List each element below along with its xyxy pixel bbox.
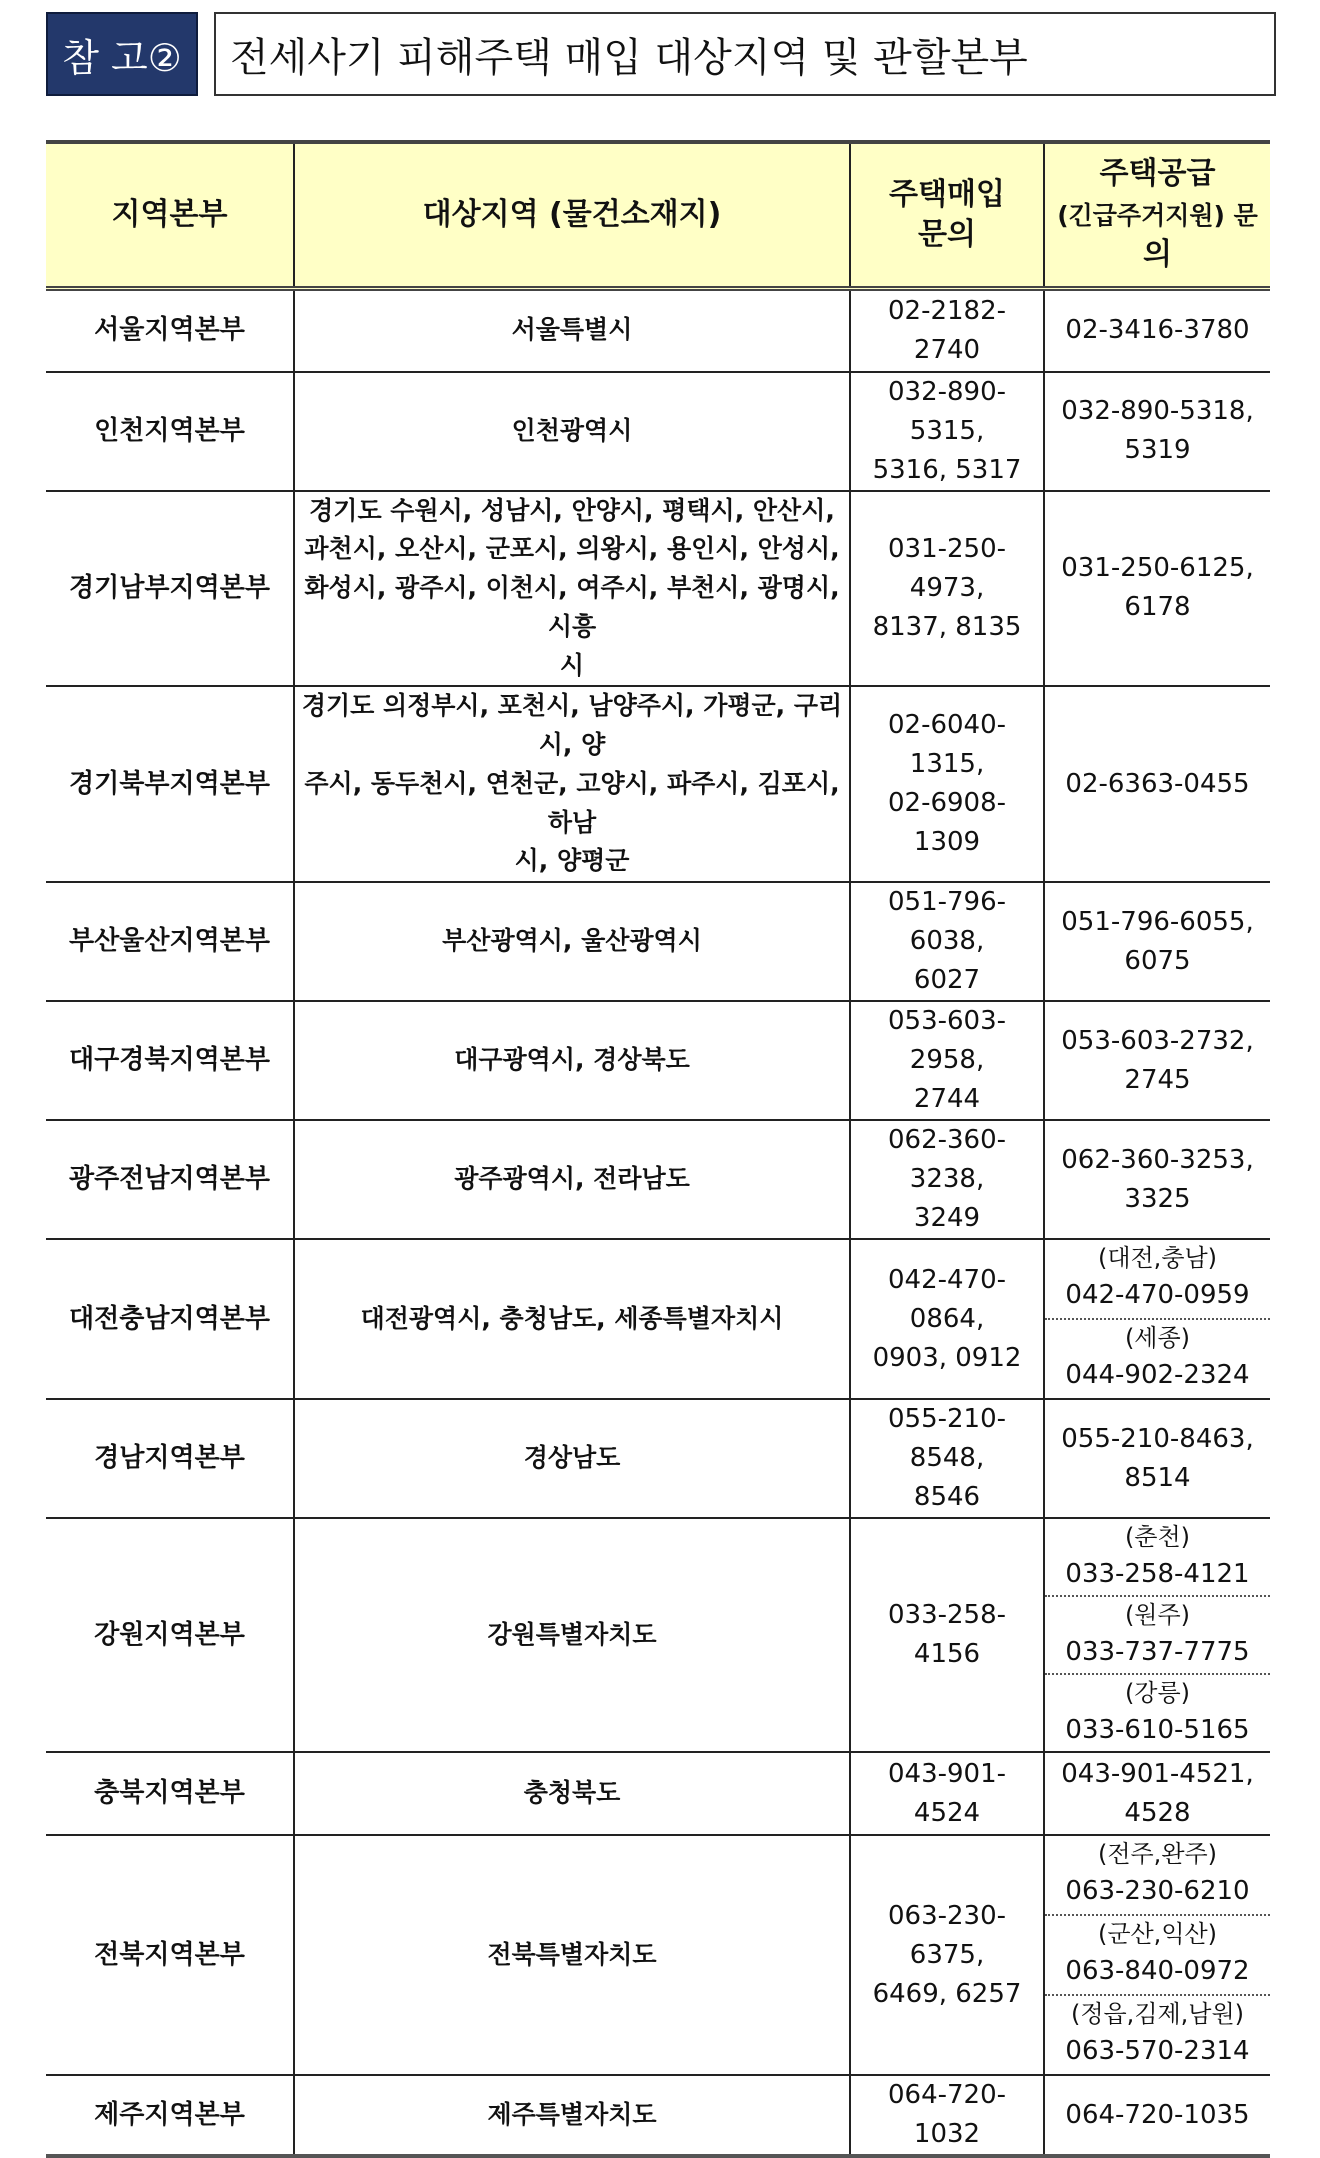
supply-phone-cell: 032-890-5318, 5319: [1044, 372, 1270, 491]
table-row: [46, 1835, 1270, 2075]
table-row: [46, 372, 1270, 491]
region-cell: 강원지역본부: [46, 1518, 294, 1752]
area-cell: 인천광역시: [294, 372, 850, 491]
purchase-phone-cell: 062-360-3238, 3249: [850, 1120, 1044, 1239]
supply-sub-entry: (춘천) 033-258-4121: [1065, 1523, 1250, 1589]
purchase-phone-cell: 053-603-2958, 2744: [850, 1001, 1044, 1120]
header-supply: 주택공급 (긴급주거지원) 문 의: [1044, 142, 1270, 289]
supply-phone-cell: [1044, 1518, 1270, 1752]
table-header-row: [46, 142, 1270, 289]
supply-sub-entry: (정읍,김제,남원) 063-570-2314: [1045, 1994, 1270, 2074]
region-cell: 대전충남지역본부: [46, 1239, 294, 1399]
supply-phone-cell: 051-796-6055, 6075: [1044, 882, 1270, 1001]
area-cell: 부산광역시, 울산광역시: [294, 882, 850, 1001]
table-row: [46, 1518, 1270, 1752]
supply-phone-cell: 055-210-8463, 8514: [1044, 1399, 1270, 1518]
area-cell: 제주특별자치도: [294, 2075, 850, 2156]
region-cell: 대구경북지역본부: [46, 1001, 294, 1120]
region-cell: 인천지역본부: [46, 372, 294, 491]
reference-header: [46, 12, 1276, 96]
area-cell: 경기도 의정부시, 포천시, 남양주시, 가평군, 구리시, 양 주시, 동두천시, 연천군, 고양시, 파주시, 김포시, 하남 시, 양평군: [294, 686, 850, 882]
area-cell: 광주광역시, 전라남도: [294, 1120, 850, 1239]
area-cell: 강원특별자치도: [294, 1518, 850, 1752]
region-cell: 부산울산지역본부: [46, 882, 294, 1001]
supply-phone-cell: 02-3416-3780: [1044, 289, 1270, 372]
supply-phone-cell: [1044, 1835, 1270, 2075]
table-row: [46, 1120, 1270, 1239]
supply-phone-cell: 02-6363-0455: [1044, 686, 1270, 882]
area-cell: 대구광역시, 경상북도: [294, 1001, 850, 1120]
supply-phone-cell: 031-250-6125, 6178: [1044, 491, 1270, 687]
table-row: [46, 289, 1270, 372]
purchase-phone-cell: 033-258-4156: [850, 1518, 1044, 1752]
supply-sub-entry: (대전,충남) 042-470-0959: [1065, 1244, 1250, 1310]
area-cell: 경상남도: [294, 1399, 850, 1518]
purchase-phone-cell: 064-720-1032: [850, 2075, 1044, 2156]
supply-sub-entry: (전주,완주) 063-230-6210: [1065, 1840, 1250, 1906]
region-cell: 경기북부지역본부: [46, 686, 294, 882]
table-row: [46, 882, 1270, 1001]
purchase-phone-cell: 063-230-6375, 6469, 6257: [850, 1835, 1044, 2075]
page-title: 전세사기 피해주택 매입 대상지역 및 관할본부: [214, 12, 1276, 96]
region-cell: 서울지역본부: [46, 289, 294, 372]
purchase-phone-cell: 032-890-5315, 5316, 5317: [850, 372, 1044, 491]
supply-phone-cell: 064-720-1035: [1044, 2075, 1270, 2156]
table-row: [46, 2075, 1270, 2156]
supply-sub-entry: (강릉) 033-610-5165: [1045, 1673, 1270, 1751]
purchase-phone-cell: 031-250-4973, 8137, 8135: [850, 491, 1044, 687]
region-cell: 광주전남지역본부: [46, 1120, 294, 1239]
purchase-phone-cell: 02-2182-2740: [850, 289, 1044, 372]
supply-phone-cell: 062-360-3253, 3325: [1044, 1120, 1270, 1239]
table-row: [46, 1239, 1270, 1399]
table-row: [46, 686, 1270, 882]
purchase-phone-cell: 02-6040-1315, 02-6908-1309: [850, 686, 1044, 882]
header-region: 지역본부: [46, 142, 294, 289]
supply-sub-entry: (세종) 044-902-2324: [1045, 1318, 1270, 1398]
supply-phone-cell: 043-901-4521, 4528: [1044, 1752, 1270, 1835]
area-cell: 대전광역시, 충청남도, 세종특별자치시: [294, 1239, 850, 1399]
supply-phone-cell: 053-603-2732, 2745: [1044, 1001, 1270, 1120]
purchase-phone-cell: 051-796-6038, 6027: [850, 882, 1044, 1001]
header-purchase: 주택매입 문의: [850, 142, 1044, 289]
purchase-phone-cell: 043-901-4524: [850, 1752, 1044, 1835]
reference-badge: 참 고②: [46, 12, 198, 96]
area-cell: 경기도 수원시, 성남시, 안양시, 평택시, 안산시, 과천시, 오산시, 군포시, 의왕시, 용인시, 안성시, 화성시, 광주시, 이천시, 여주시, 부천시, 광명시, 시흥 시: [294, 491, 850, 687]
region-office-table: [46, 140, 1270, 2158]
region-cell: 경남지역본부: [46, 1399, 294, 1518]
area-cell: 충청북도: [294, 1752, 850, 1835]
table-row: [46, 1001, 1270, 1120]
region-cell: 경기남부지역본부: [46, 491, 294, 687]
supply-sub-entry: (군산,익산) 063-840-0972: [1045, 1914, 1270, 1994]
region-cell: 제주지역본부: [46, 2075, 294, 2156]
table-row: [46, 1399, 1270, 1518]
table-row: [46, 491, 1270, 687]
table-row: [46, 1752, 1270, 1835]
region-cell: 전북지역본부: [46, 1835, 294, 2075]
header-area: 대상지역 (물건소재지): [294, 142, 850, 289]
supply-phone-cell: [1044, 1239, 1270, 1399]
purchase-phone-cell: 055-210-8548, 8546: [850, 1399, 1044, 1518]
supply-sub-entry: (원주) 033-737-7775: [1045, 1595, 1270, 1673]
area-cell: 전북특별자치도: [294, 1835, 850, 2075]
region-cell: 충북지역본부: [46, 1752, 294, 1835]
area-cell: 서울특별시: [294, 289, 850, 372]
purchase-phone-cell: 042-470-0864, 0903, 0912: [850, 1239, 1044, 1399]
